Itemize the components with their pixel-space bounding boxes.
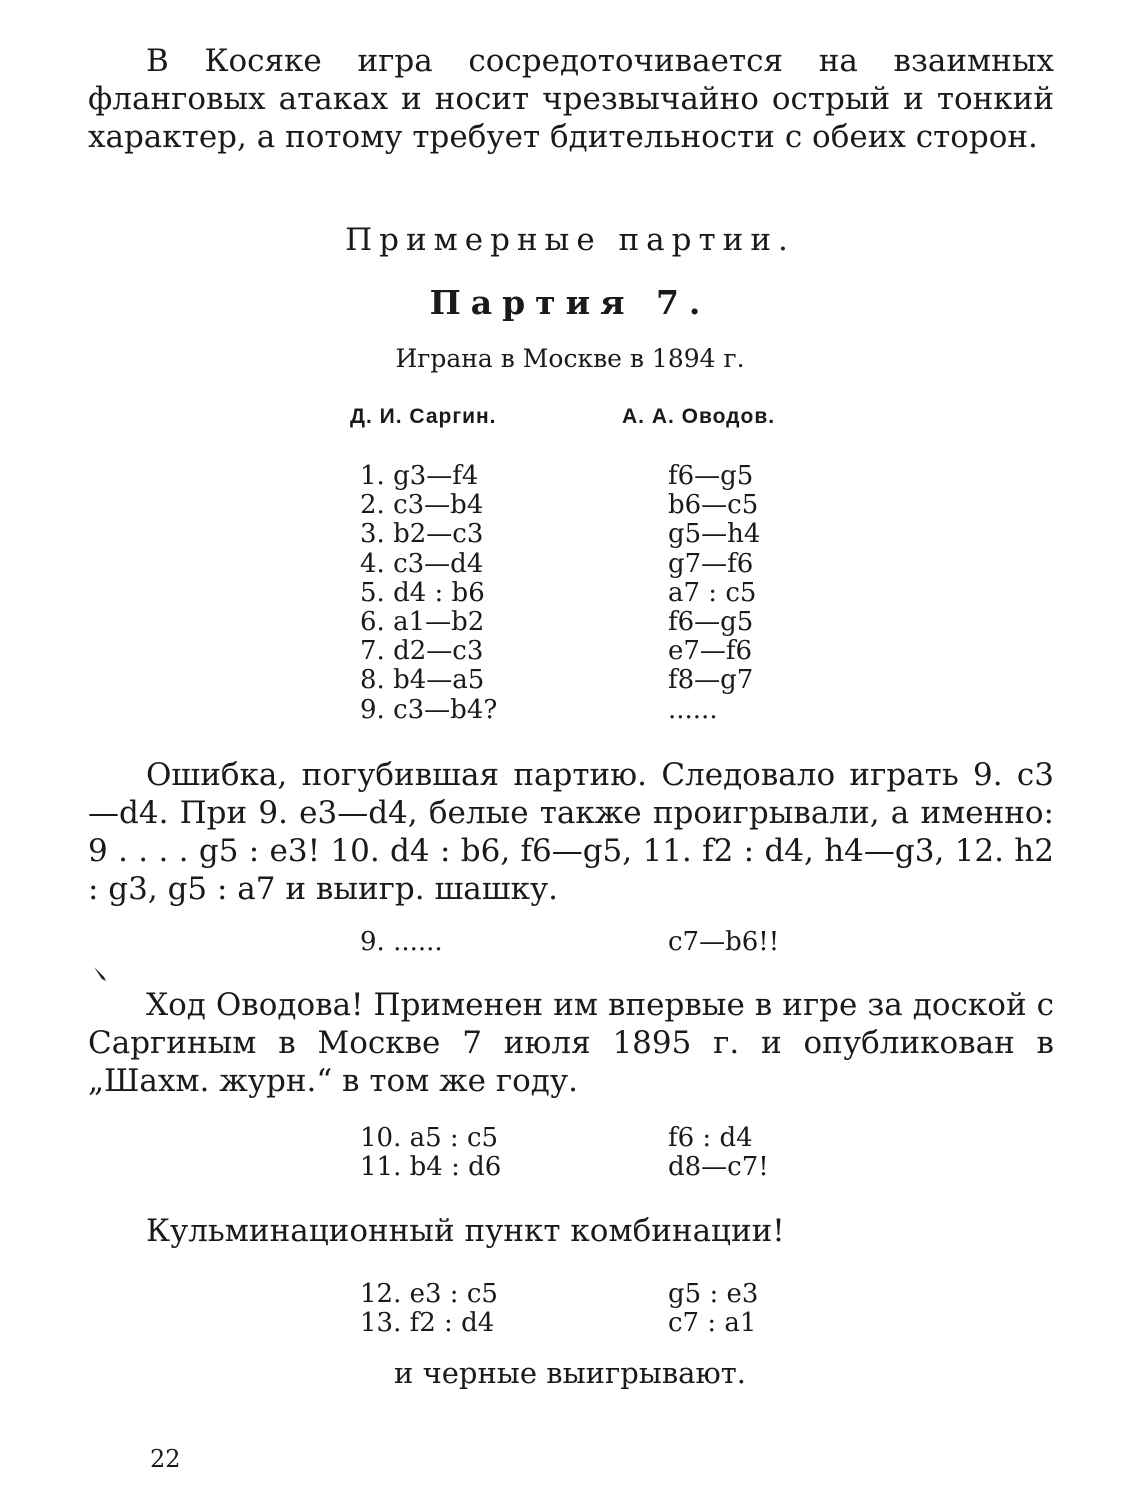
move-black: f8—g7 [668, 665, 754, 696]
white-player: Д. И. Саргин. [350, 405, 497, 428]
move-black: e7—f6 [668, 636, 753, 667]
move-white: 9. ...... [360, 927, 443, 957]
move-black: ...... [668, 694, 718, 725]
game-title: Партия 7. [429, 283, 711, 322]
move-white: 1. g3—f4 [360, 461, 479, 491]
game-result: и черные выигрывают. [394, 1356, 746, 1390]
intro-paragraph: В Косяке игра сосредоточивается на взаимных фланговых атаках и носит чрезвычайно острый и тонкий характер, а потому требует бдительности с обеих сторон. [88, 43, 1054, 155]
moves-black-2 [668, 928, 848, 957]
move-white: 8. b4—a5 [360, 665, 485, 696]
page-number: 22 [150, 1445, 181, 1473]
moves-black-3 [668, 1124, 848, 1182]
moves-white-1 [360, 462, 620, 725]
section-title: Примерные партии. [345, 222, 795, 258]
moves-black-1 [668, 462, 848, 725]
players-header [0, 405, 1140, 441]
move-white: 3. b2—c3 [360, 519, 484, 550]
move-black: g7—f6 [668, 548, 754, 579]
move-white: 11. b4 : d6 [360, 1152, 502, 1183]
move-white: 5. d4 : b6 [360, 577, 485, 608]
comment-culmination: Кульминационный пункт комбинации! [146, 1213, 785, 1249]
move-black: f6—g5 [668, 606, 754, 637]
comment-ovodov-move: Ход Оводова! Применен им впервые в игре за доской с Саргиным в Москве 7 июля 1895 г. и опубликован в „Шахм. журн.“ в том же году. [88, 987, 1054, 1099]
move-white: 4. c3—d4 [360, 548, 484, 579]
move-black: a7 : c5 [668, 577, 757, 608]
move-black: f6—g5 [668, 461, 754, 491]
move-black: g5—h4 [668, 519, 761, 550]
move-black: f6 : d4 [668, 1123, 753, 1153]
move-white: 12. e3 : c5 [360, 1279, 498, 1309]
black-player: А. А. Оводов. [622, 405, 776, 428]
moves-white-3 [360, 1124, 620, 1182]
move-white: 7. d2—c3 [360, 636, 484, 667]
move-white: 2. c3—b4 [360, 490, 484, 521]
move-black: c7—b6!! [668, 927, 780, 957]
move-white: 13. f2 : d4 [360, 1308, 495, 1339]
move-white: 9. c3—b4? [360, 694, 498, 725]
move-black: c7 : a1 [668, 1308, 757, 1339]
move-black: g5 : e3 [668, 1279, 759, 1309]
moves-white-4 [360, 1280, 620, 1338]
moves-black-4 [668, 1280, 848, 1338]
pen-mark-icon [92, 965, 110, 983]
move-white: 6. a1—b2 [360, 606, 485, 637]
comment-error: Ошибка, погубившая партию. Следовало играть 9. c3—d4. При 9. e3—d4, белые также проигрывали, а именно: 9 . . . . g5 : e3! 10. d4 : b6, f6—g5, 11. f2 : d4, h4—g3, 12. h2 : g3, g5 : a7 и выигр. шашку. [88, 757, 1054, 907]
game-place: Играна в Москве в 1894 г. [395, 344, 745, 373]
move-black: b6—c5 [668, 490, 759, 521]
move-black: d8—c7! [668, 1152, 769, 1183]
moves-white-2 [360, 928, 620, 957]
move-white: 10. a5 : c5 [360, 1123, 499, 1153]
